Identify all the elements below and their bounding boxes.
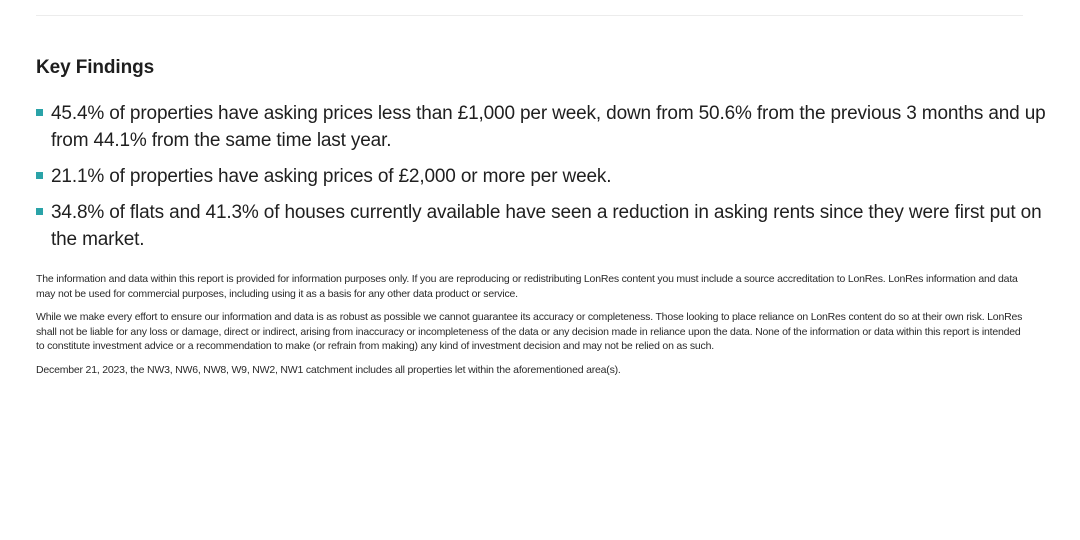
disclaimer-liability: While we make every effort to ensure our information and data is as robust as possible we cannot guarantee its accuracy or completeness. Those looking to place reliance on LonRes content do so at their own risk. LonRes shall not be liable for any loss or damage, direct or indirect, arising from inaccuracy or incompleteness of the data or any decision made in reliance upon the data. None of the information or data within this report is intended to constitute investment advice or a recommendation to make (or refrain from making) any kind of investment decision and may not be relied on as such. <box>36 311 1023 352</box>
square-bullet-icon <box>36 208 43 215</box>
finding-item <box>36 199 1046 253</box>
disclaimer-usage: The information and data within this report is provided for information purposes only. If you are reproducing or redistributing LonRes content you must include a source accreditation to LonRes. LonRes information and data may not be used for commercial purposes, including using it as a basis for any other data product or service. <box>36 273 1018 300</box>
section-divider <box>36 15 1023 16</box>
finding-item <box>36 100 1046 154</box>
disclaimer-block <box>36 272 1026 377</box>
key-findings-heading: Key Findings <box>36 57 155 78</box>
square-bullet-icon <box>36 109 43 116</box>
finding-text: 45.4% of properties have asking prices less than £1,000 per week, down from 50.6% from the previous 3 months and up from 44.1% from the same time last year. <box>51 103 1046 151</box>
finding-text: 34.8% of flats and 41.3% of houses currently available have seen a reduction in asking rents since they were first put on the market. <box>51 202 1042 250</box>
report-section <box>36 56 1046 386</box>
finding-text: 21.1% of properties have asking prices of £2,000 or more per week. <box>51 166 612 187</box>
finding-item <box>36 163 1046 190</box>
key-findings-list <box>36 100 1046 253</box>
square-bullet-icon <box>36 172 43 179</box>
catchment-note: December 21, 2023, the NW3, NW6, NW8, W9, NW2, NW1 catchment includes all properties let within the aforementioned area(s). <box>36 363 621 376</box>
